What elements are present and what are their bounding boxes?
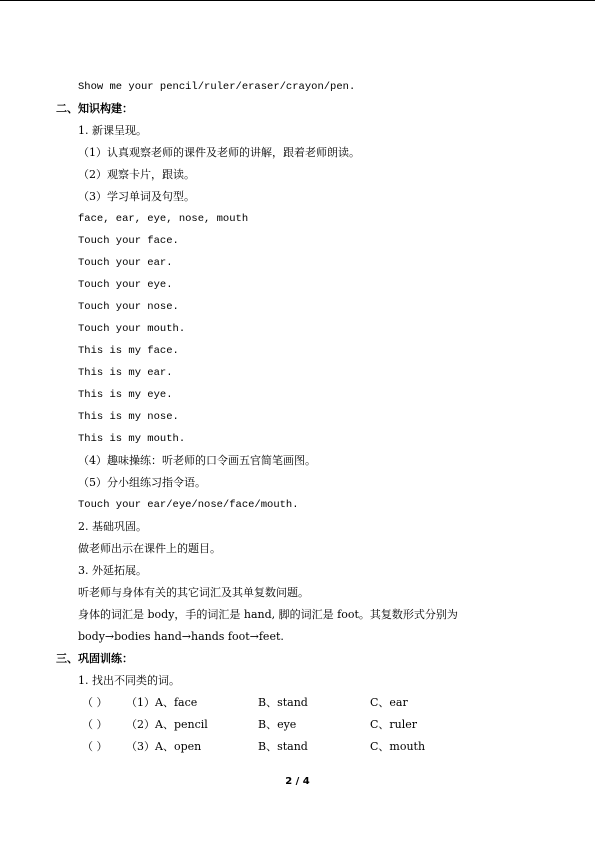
answer-bracket: （ ） bbox=[82, 696, 108, 709]
text-line: （3）学习单词及句型。 bbox=[78, 190, 195, 203]
option-c: C、ear bbox=[370, 696, 408, 709]
text-line: 身体的词汇是 body，手的词汇是 hand, 脚的词汇是 foot。其复数形式分别为 bbox=[78, 608, 458, 621]
question-row bbox=[0, 736, 595, 758]
header-rule bbox=[0, 0, 595, 1]
text-line: （2）观察卡片，跟读。 bbox=[78, 168, 195, 181]
text-line: face, ear, eye, nose, mouth bbox=[78, 213, 249, 225]
question-row bbox=[0, 714, 595, 736]
text-line: 做老师出示在课件上的题目。 bbox=[78, 542, 221, 555]
text-line: 1. 新课呈现。 bbox=[78, 124, 147, 137]
text-line: 2. 基础巩固。 bbox=[78, 520, 147, 533]
question-list bbox=[0, 692, 595, 758]
section-heading: 三、巩固训练： bbox=[56, 652, 133, 665]
text-line: （4）趣味操练：听老师的口令画五官简笔画图。 bbox=[78, 454, 316, 467]
text-line: Touch your eye. bbox=[78, 279, 173, 291]
option-a: （1）A、face bbox=[126, 696, 198, 709]
text-line: body→bodies hand→hands foot→feet. bbox=[78, 630, 284, 643]
answer-bracket: （ ） bbox=[82, 740, 108, 753]
text-line: 1. 找出不同类的词。 bbox=[78, 674, 180, 687]
text-lines bbox=[0, 76, 595, 692]
text-line: Show me your pencil/ruler/eraser/crayon/pen. bbox=[78, 81, 356, 93]
text-line: （1）认真观察老师的课件及老师的讲解，跟着老师朗读。 bbox=[78, 146, 360, 159]
text-line: Touch your ear/eye/nose/face/mouth. bbox=[78, 499, 299, 511]
text-line: 3. 外延拓展。 bbox=[78, 564, 147, 577]
section-heading: 二、知识构建： bbox=[56, 102, 133, 115]
option-c: C、mouth bbox=[370, 740, 426, 753]
option-b: B、stand bbox=[258, 740, 308, 753]
text-line: Touch your mouth. bbox=[78, 323, 186, 335]
text-line: This is my nose. bbox=[78, 411, 179, 423]
text-line: （5）分小组练习指令语。 bbox=[78, 476, 206, 489]
option-a: （2）A、pencil bbox=[126, 718, 208, 731]
text-line: This is my eye. bbox=[78, 389, 173, 401]
text-line: This is my mouth. bbox=[78, 433, 186, 445]
text-line: Touch your face. bbox=[78, 235, 179, 247]
option-c: C、ruler bbox=[370, 718, 418, 731]
option-b: B、stand bbox=[258, 696, 308, 709]
text-line: 听老师与身体有关的其它词汇及其单复数问题。 bbox=[78, 586, 309, 599]
page-number: 2 / 4 bbox=[285, 776, 310, 787]
option-b: B、eye bbox=[258, 718, 297, 731]
text-line: This is my face. bbox=[78, 345, 179, 357]
option-a: （3）A、open bbox=[126, 740, 202, 753]
text-line: Touch your ear. bbox=[78, 257, 173, 269]
text-line: This is my ear. bbox=[78, 367, 173, 379]
answer-bracket: （ ） bbox=[82, 718, 108, 731]
text-line: Touch your nose. bbox=[78, 301, 179, 313]
question-row bbox=[0, 692, 595, 714]
document-body bbox=[0, 76, 595, 758]
